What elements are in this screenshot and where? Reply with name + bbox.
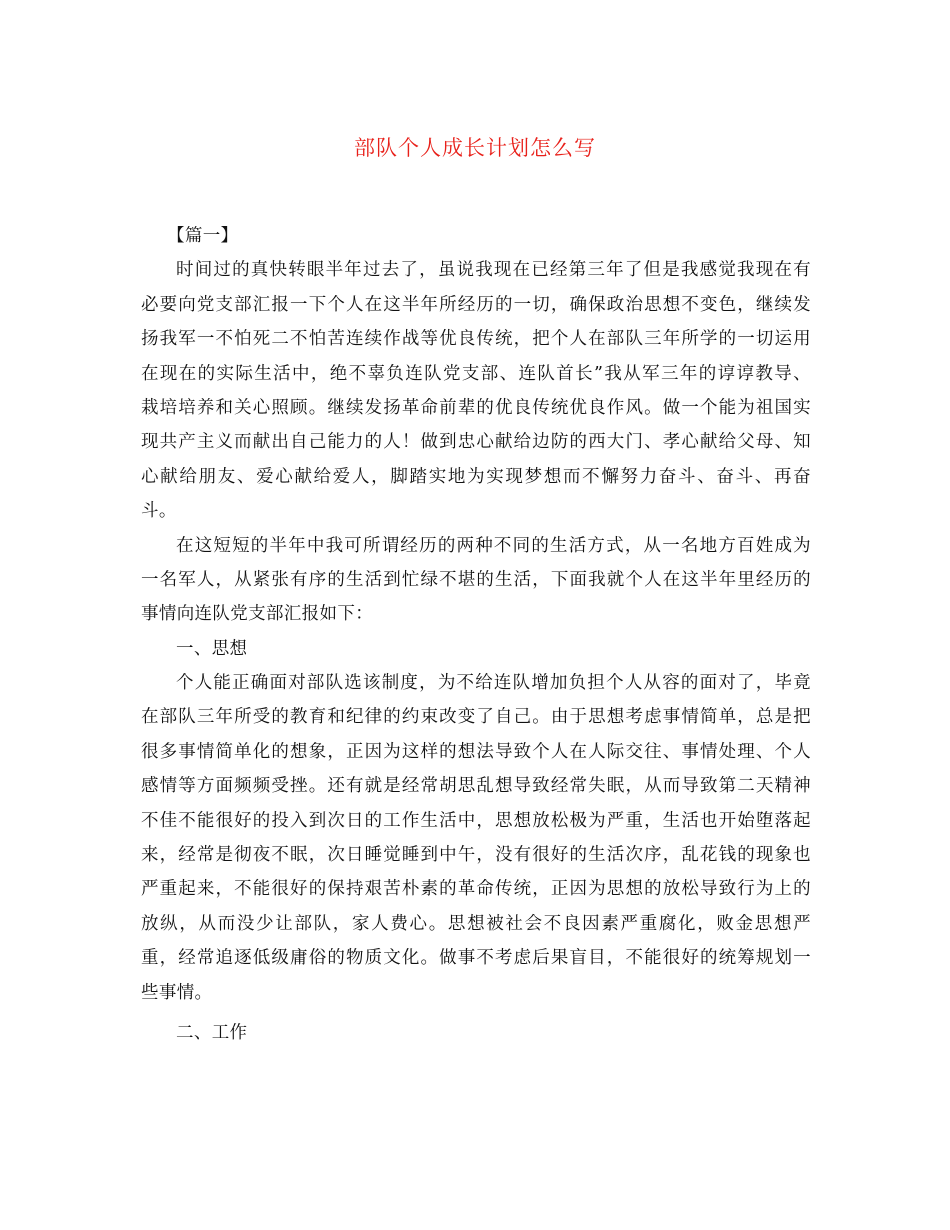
paragraph-line: 必要向党支部汇报一下个人在这半年所经历的一切，确保政治思想不变色，继续发 [141, 294, 811, 315]
paragraph-line: 个人能正确面对部队选该制度，为不给连队增加负担个人从容的面对了，毕竟 [176, 673, 811, 694]
paragraph-line: 很多事情简单化的想象，正因为这样的想法导致个人在人际交往、事情处理、个人 [141, 741, 811, 762]
paragraph-intro [141, 253, 811, 528]
paragraph-line: 一名军人，从紧张有序的生活到忙绿不堪的生活，下面我就个人在这半年里经历的 [141, 569, 811, 590]
paragraph-line: 在部队三年所受的教育和纪律的约束改变了自己。由于思想考虑事情简单，总是把 [141, 707, 811, 728]
paragraph-line: 时间过的真快转眼半年过去了，虽说我现在已经第三年了但是我感觉我现在有 [176, 260, 811, 281]
document-title: 部队个人成长计划怎么写 [354, 136, 596, 160]
paragraph-line: 心献给朋友、爱心献给爱人，脚踏实地为实现梦想而不懈努力奋斗、奋斗、再奋 [141, 466, 811, 487]
paragraph-line: 放纵，从而没少让部队，家人费心。思想被社会不良因素严重腐化，败金思想严 [141, 913, 811, 934]
paragraph-line: 扬我军一不怕死二不怕苦连续作战等优良传统，把个人在部队三年所学的一切运用 [141, 329, 811, 350]
paragraph-line: 在这短短的半年中我可所谓经历的两种不同的生活方式，从一名地方百姓成为 [176, 535, 811, 556]
paragraph-line: 事情向连队党支部汇报如下： [141, 604, 374, 625]
paragraph-line: 感情等方面频频受挫。还有就是经常胡思乱想导致经常失眠，从而导致第二天精神 [141, 776, 811, 797]
paragraph-line: 栽培培养和关心照顾。继续发扬革命前辈的优良传统优良作风。做一个能为祖国实 [141, 397, 811, 418]
paragraph-line: 来，经常是彻夜不眠，次日睡觉睡到中午，没有很好的生活次序，乱花钱的现象也 [141, 845, 811, 866]
heading-thought: 一、思想 [176, 638, 248, 659]
section-label: 【篇一】 [167, 226, 239, 246]
paragraph-line: 现共产主义而献出自己能力的人！做到忠心献给边防的西大门、孝心献给父母、知 [141, 432, 811, 453]
document-body [141, 219, 811, 1050]
paragraph-line: 严重起来，不能很好的保持艰苦朴素的革命传统，正因为思想的放松导致行为上的 [141, 879, 811, 900]
paragraph-report [141, 529, 811, 632]
heading-work: 二、工作 [176, 1022, 248, 1043]
paragraph-line: 些事情。 [141, 982, 213, 1003]
paragraph-thought [141, 666, 811, 1010]
paragraph-line: 斗。 [141, 501, 177, 522]
paragraph-line: 在现在的实际生活中，绝不辜负连队党支部、连队首长”我从军三年的谆谆教导、 [141, 363, 811, 384]
paragraph-line: 重，经常追逐低级庸俗的物质文化。做事不考虑后果盲目，不能很好的统筹规划一 [141, 948, 811, 969]
paragraph-line: 不佳不能很好的投入到次日的工作生活中，思想放松极为严重，生活也开始堕落起 [141, 810, 811, 831]
